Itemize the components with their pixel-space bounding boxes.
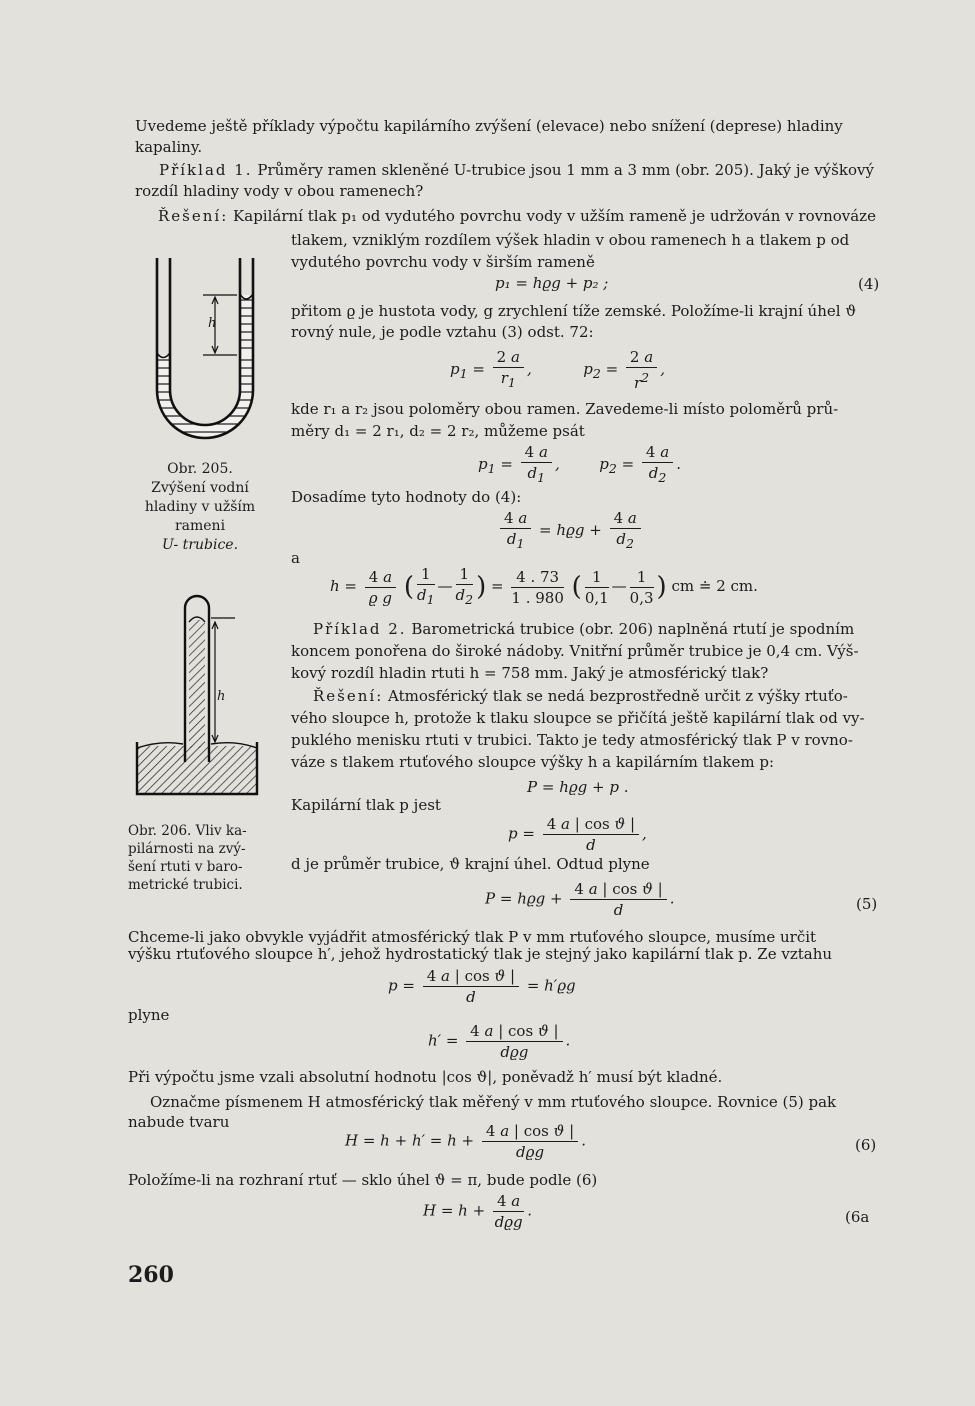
equation-6a: H = h + $\frac{4 a}{\text{dϱg}}$ . [423, 1192, 532, 1231]
equation-6a-number: (6a [845, 1208, 870, 1226]
tail-line6: Položíme-li na rozhraní rtuť — sklo úhel ϑ = π, bude podle (6) [128, 1171, 598, 1189]
fig206-caption-2: pilárnosti na zvý- [128, 841, 246, 857]
equation-result-h: h = $\frac{4 a}{\text{ϱ g}}$ ( $\frac{1}{d_1}$ — $\frac{1}{d_2}$ ) = $\frac{4 . 73}{1 . 980}$ ( $\frac{1}{0,1}$ — $\frac{1}{0,3}$ ) cm ≐ 2 cm. [330, 565, 758, 607]
intro-paragraph: Uvedeme ještě příklady výpočtu kapilárního zvýšení (elevace) nebo snížení (deprese) hladiny kapaliny. [135, 117, 843, 156]
solution2-line4: váze s tlakem rtuťového sloupce výšky h a kapilárním tlakem p: [291, 753, 775, 771]
solution1-line1 [158, 206, 876, 227]
tail-line4: Označme písmenem H atmosférický tlak měřený v mm rtuťového sloupce. Rovnice (5) pak [150, 1093, 837, 1111]
solution1-line3: vydutého povrchu vody v širším rameně [291, 253, 595, 271]
solution1-line5: rovný nule, je podle vztahu (3) odst. 72: [291, 323, 594, 341]
solution2-line1 [313, 686, 848, 707]
fig205-caption-3: hladiny v užším [144, 499, 256, 515]
solution2-line2: vého sloupce h, protože k tlaku sloupce se přičítá ještě kapilární tlak od vy- [291, 709, 865, 727]
example2-line3: kový rozdíl hladin rtuti h = 758 mm. Jaký je atmosférický tlak? [291, 664, 769, 682]
fig205-caption-2: Zvýšení vodní [151, 480, 249, 496]
equation-P: P = hϱg + p . [527, 778, 629, 796]
solution1-line2: tlakem, vzniklým rozdílem výšek hladin v obou ramenech h a tlakem p od [291, 231, 850, 249]
fig206-caption-1: Obr. 206. Vliv ka- [128, 823, 247, 839]
tail-line2: výšku rtuťového sloupce h′, jehož hydrostatický tlak je stejný jako kapilární tlak p. Ze vztahu [128, 945, 833, 963]
mercury-dish [137, 746, 257, 794]
equation-substituted: $\frac{4 a}{d_1}$ = hϱg + $\frac{4 a}{d_2}$ [497, 509, 644, 553]
solution1-line6: kde r₁ a r₂ jsou poloměry obou ramen. Zavedeme-li místo poloměrů prů- [291, 400, 839, 418]
example1-label: Příklad 1. [159, 161, 253, 179]
solution2-line6: d je průměr trubice, ϑ krajní úhel. Odtud plyne [291, 855, 650, 873]
equation-5-number: (5) [856, 895, 878, 913]
example2-text-1: Barometrická trubice (obr. 206) naplněná rtutí je spodním [411, 620, 855, 638]
h-dimension-206 [211, 618, 235, 742]
solution2-line5: Kapilární tlak p jest [291, 796, 441, 814]
barometer-figure [125, 592, 270, 802]
equation-diameters: $p_1$ = $\frac{4 a}{d_1}$ , $p_2$ = $\frac{4 a}{d_2}$ . [478, 443, 681, 485]
fig205-h-label: h [208, 316, 217, 331]
equation-4: p₁ = hϱg + p₂ ; [495, 274, 609, 292]
plyne-word: plyne [128, 1006, 170, 1024]
equation-h-prime-def: p = $\frac{\text{4 a | cos ϑ |}}{d}$ = h′ϱg [388, 967, 576, 1006]
solution2-text-1: Atmosférický tlak se nedá bezprostředně určit z výšky rtuťo- [388, 687, 848, 705]
and-word: a [291, 549, 300, 567]
fig205-caption-5: U- trubice. [161, 537, 239, 553]
solution2-line3: puklého menisku rtuti v trubici. Takto je tedy atmosférický tlak P v rovno- [291, 731, 853, 749]
tail-line3: Při výpočtu jsme vzali absolutní hodnotu |cos ϑ|, poněvadž h′ musí být kladné. [128, 1068, 723, 1086]
equation-radii: $p_1$ = $\frac{2 a}{r_1}$ , $p_2$ = $\frac{2 a}{r^2}$ , [450, 348, 665, 392]
tail-line5: nabude tvaru [128, 1113, 230, 1131]
result-units: cm ≐ 2 cm. [671, 577, 758, 595]
equation-capillary-p: p = $\frac{\text{4 a | cos ϑ |}}{d}$ , [508, 815, 647, 854]
solution1-line8: Dosadíme tyto hodnoty do (4): [291, 488, 522, 506]
fig206-caption [128, 822, 247, 894]
example1-text: Průměry ramen skleněné U-trubice jsou 1 mm a 3 mm (obr. 205). Jaký je výškový rozdíl hladiny vody v obou ramenech? [135, 161, 874, 200]
example1-paragraph [135, 160, 885, 202]
mercury-column [189, 620, 205, 748]
example2-label: Příklad 2. [313, 620, 407, 638]
fig206-h-label: h [217, 689, 226, 704]
water-fill [145, 290, 265, 460]
tail-line1: Chceme-li jako obvykle vyjádřit atmosférický tlak P v mm rtuťového sloupce, musíme určit [128, 928, 817, 946]
fig205-caption-1: Obr. 205. [167, 461, 233, 477]
solution1-line7: měry d₁ = 2 r₁, d₂ = 2 r₂, můžeme psát [291, 422, 585, 440]
equation-h-prime: h′ = $\frac{\text{4 a | cos ϑ |}}{\text{dϱg}}$ . [428, 1022, 571, 1061]
equation-6-number: (6) [855, 1136, 877, 1154]
solution2-label: Řešení: [313, 687, 384, 705]
equation-5: P = hϱg + $\frac{\text{4 a | cos ϑ |}}{d}$ . [485, 880, 675, 919]
fig205-caption-4: rameni [174, 518, 226, 534]
fig206-caption-4: metrické trubici. [128, 877, 243, 893]
u-tube-figure [145, 250, 265, 460]
solution1-line4: přitom ϱ je hustota vody, g zrychlení tíže zemské. Položíme-li krajní úhel ϑ [291, 302, 857, 320]
page-number: 260 [128, 1262, 174, 1288]
equation-6: H = h + h′ = h + $\frac{\text{4 a | cos ϑ |}}{\text{dϱg}}$ . [345, 1122, 586, 1161]
equation-4-number: (4) [858, 275, 880, 293]
example2-line2: koncem ponořena do široké nádoby. Vnitřní průměr trubice je 0,4 cm. Výš- [291, 642, 859, 660]
example2-line1 [313, 619, 854, 640]
solution1-label: Řešení: [158, 207, 229, 225]
solution1-text-1: Kapilární tlak p₁ od vydutého povrchu vody v užším rameně je udržován v rovnováze [233, 207, 876, 225]
fig205-caption [130, 460, 270, 555]
fig206-caption-3: šení rtuti v baro- [128, 859, 243, 875]
